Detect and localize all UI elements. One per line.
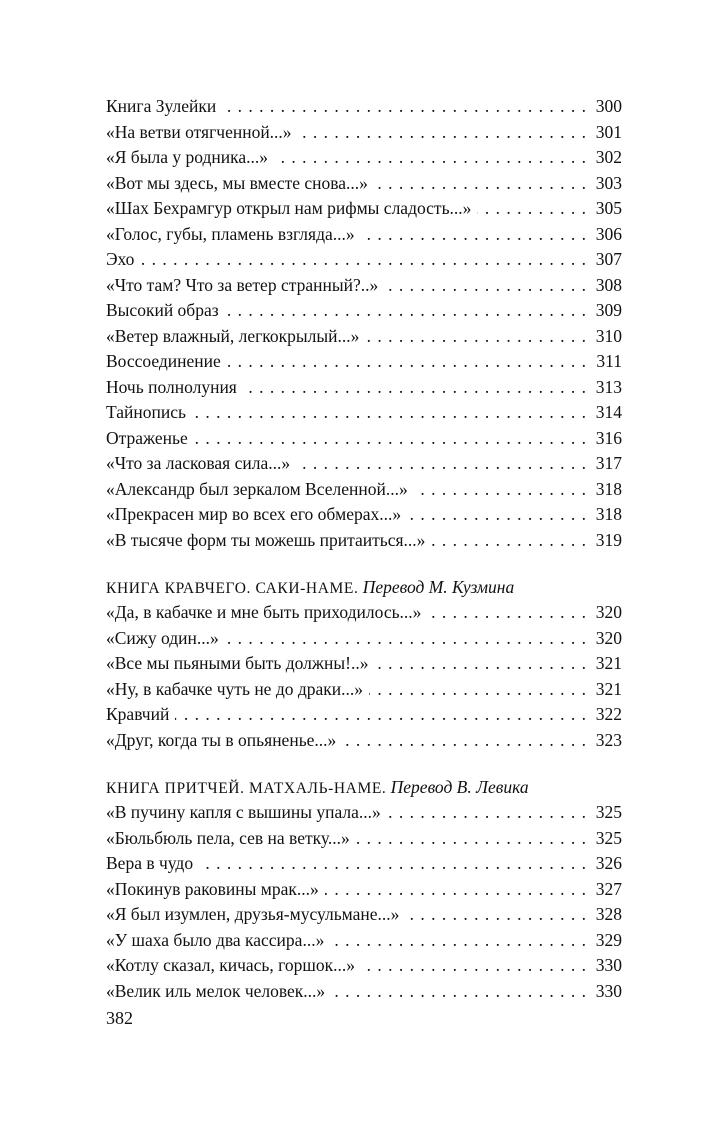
entry-title: «Вот мы здесь, мы вместе снова...» <box>106 172 368 193</box>
toc-entry <box>106 651 622 677</box>
toc-entry <box>106 451 622 477</box>
leader-dots <box>369 677 586 703</box>
entry-title: Кравчий <box>106 704 170 724</box>
entry-title: Высокий образ <box>106 300 219 320</box>
leader-dots <box>274 145 586 171</box>
entry-page: 305 <box>595 198 622 218</box>
toc-group-matkhal-name <box>106 774 622 1004</box>
entry-title: «В пучину капля с вышины упала...» <box>106 802 381 822</box>
entry-page: 309 <box>595 300 622 320</box>
leader-dots <box>331 979 586 1005</box>
leader-dots <box>325 877 586 903</box>
leader-dots <box>227 349 586 375</box>
leader-dots <box>194 426 586 452</box>
entry-title: «Да, в кабачке и мне быть приходилось...» <box>106 602 422 622</box>
toc-entry <box>106 953 622 979</box>
section-heading-translator: Перевод М. Кузмина <box>362 577 515 597</box>
entry-page: 329 <box>595 929 622 950</box>
entry-page: 318 <box>595 478 622 499</box>
toc-entry <box>106 247 622 273</box>
section-heading-translator: Перевод В. Левика <box>390 777 529 797</box>
entry-page: 322 <box>595 704 622 724</box>
entry-title: Воссоединение <box>106 351 221 371</box>
entry-title: Книга Зулейки <box>106 96 217 116</box>
toc-entry <box>106 928 622 954</box>
toc-entry <box>106 600 622 626</box>
toc-entry <box>106 902 622 928</box>
entry-title: «У шаха было два кассира...» <box>106 929 325 950</box>
toc-entry <box>106 528 622 554</box>
entry-page: 307 <box>595 249 622 269</box>
entry-title: «Все мы пьяными быть должны!..» <box>106 653 369 673</box>
entry-page: 313 <box>595 376 622 397</box>
entry-page: 302 <box>595 147 622 167</box>
entry-title: «Ну, в кабачке чуть не до драки...» <box>106 678 364 699</box>
section-heading <box>106 574 622 600</box>
entry-page: 321 <box>595 653 622 673</box>
leader-dots <box>405 902 586 928</box>
leader-dots <box>199 851 586 877</box>
toc-entry <box>106 826 622 852</box>
leader-dots <box>431 528 586 554</box>
entry-title: «Я был изумлен, друзья-мусульмане...» <box>106 904 400 924</box>
entry-title: «В тысяче форм ты можешь притаиться...» <box>106 529 426 550</box>
leader-dots <box>407 502 586 528</box>
entry-title: «Прекрасен мир во всех его обмерах...» <box>106 504 402 524</box>
entry-title: Вера в чудо <box>106 853 194 873</box>
toc-entry <box>106 375 622 401</box>
toc-entry <box>106 851 622 877</box>
toc-entry <box>106 145 622 171</box>
entry-page: 316 <box>595 427 622 448</box>
leader-dots <box>384 273 586 299</box>
toc-entry <box>106 94 622 120</box>
entry-page: 308 <box>595 274 622 295</box>
toc-entry <box>106 877 622 903</box>
toc-entry <box>106 324 622 350</box>
toc-group-saki-name <box>106 574 622 753</box>
leader-dots <box>330 928 586 954</box>
leader-dots <box>243 375 586 401</box>
entry-title: «Я была у родника...» <box>106 147 268 167</box>
entry-page: 325 <box>595 827 622 848</box>
entry-page: 325 <box>595 802 622 822</box>
entry-title: «На ветви отягченной...» <box>106 121 292 142</box>
entry-page: 320 <box>595 627 622 648</box>
entry-page: 326 <box>595 853 622 873</box>
entry-page: 328 <box>595 904 622 924</box>
leader-dots <box>387 800 586 826</box>
leader-dots <box>361 953 586 979</box>
entry-title: «Александр был зеркалом Вселенной...» <box>106 478 408 499</box>
entry-page: 317 <box>595 453 622 473</box>
entry-page: 327 <box>595 878 622 899</box>
leader-dots <box>342 728 586 754</box>
toc-entry <box>106 171 622 197</box>
entry-page: 306 <box>595 223 622 244</box>
entry-page: 319 <box>595 529 622 550</box>
toc-group-zuleika <box>106 94 622 553</box>
entry-title: «Что там? Что за ветер странный?..» <box>106 274 379 295</box>
leader-dots <box>356 826 586 852</box>
leader-dots <box>192 400 586 426</box>
section-heading-title: КНИГА КРАВЧЕГО. САКИ-НАМЕ. <box>106 580 359 597</box>
entry-page: 321 <box>595 678 622 699</box>
entry-page: 323 <box>595 729 622 750</box>
toc-entry <box>106 979 622 1005</box>
section-heading-title: КНИГА ПРИТЧЕЙ. МАТХАЛЬ-НАМЕ. <box>106 780 387 797</box>
entry-page: 311 <box>596 351 622 371</box>
entry-title: «Бюльбюль пела, сев на ветку...» <box>106 827 350 848</box>
leader-dots <box>225 298 586 324</box>
leader-dots <box>222 94 586 120</box>
entry-page: 301 <box>595 121 622 142</box>
toc-entry <box>106 677 622 703</box>
entry-page: 310 <box>595 325 622 346</box>
toc-entry <box>106 626 622 652</box>
toc-entry <box>106 196 622 222</box>
entry-title: «Что за ласковая сила...» <box>106 453 291 473</box>
leader-dots <box>365 324 586 350</box>
section-heading <box>106 774 622 800</box>
entry-page: 318 <box>595 504 622 524</box>
leader-dots <box>225 626 586 652</box>
leader-dots <box>140 247 586 273</box>
toc-entry <box>106 400 622 426</box>
toc-entry <box>106 728 622 754</box>
entry-title: Отраженье <box>106 427 188 448</box>
entry-title: «Голос, губы, пламень взгляда...» <box>106 223 355 244</box>
leader-dots <box>298 120 586 146</box>
entry-page: 320 <box>595 602 622 622</box>
leader-dots <box>374 651 586 677</box>
entry-page: 300 <box>595 96 622 116</box>
entry-title: «Друг, когда ты в опьяненье...» <box>106 729 337 750</box>
table-of-contents <box>106 94 622 1004</box>
toc-entry <box>106 800 622 826</box>
toc-entry <box>106 477 622 503</box>
leader-dots <box>296 451 586 477</box>
entry-page: 330 <box>595 955 622 975</box>
leader-dots <box>477 196 586 222</box>
toc-entry <box>106 120 622 146</box>
entry-title: Эхо <box>106 249 135 269</box>
leader-dots <box>361 222 586 248</box>
toc-entry <box>106 502 622 528</box>
toc-entry <box>106 349 622 375</box>
entry-title: «Покинув раковины мрак...» <box>106 878 319 899</box>
entry-page: 330 <box>595 980 622 1001</box>
entry-title: Ночь полнолуния <box>106 376 237 397</box>
entry-page: 314 <box>595 402 622 422</box>
toc-entry <box>106 222 622 248</box>
leader-dots <box>374 171 586 197</box>
entry-title: «Ветер влажный, легкокрылый...» <box>106 325 360 346</box>
toc-entry <box>106 702 622 728</box>
leader-dots <box>427 600 586 626</box>
toc-entry <box>106 273 622 299</box>
toc-entry <box>106 298 622 324</box>
toc-entry <box>106 426 622 452</box>
leader-dots <box>414 477 586 503</box>
entry-title: «Котлу сказал, кичась, горшок...» <box>106 955 356 975</box>
entry-title: «Шах Бехрамгур открыл нам рифмы сладость...» <box>106 198 472 218</box>
entry-title: «Велик иль мелок человек...» <box>106 980 326 1001</box>
entry-title: «Сижу один...» <box>106 627 219 648</box>
entry-title: Тайнопись <box>106 402 186 422</box>
leader-dots <box>175 702 586 728</box>
page-number: 382 <box>106 1008 133 1028</box>
entry-page: 303 <box>595 172 622 193</box>
